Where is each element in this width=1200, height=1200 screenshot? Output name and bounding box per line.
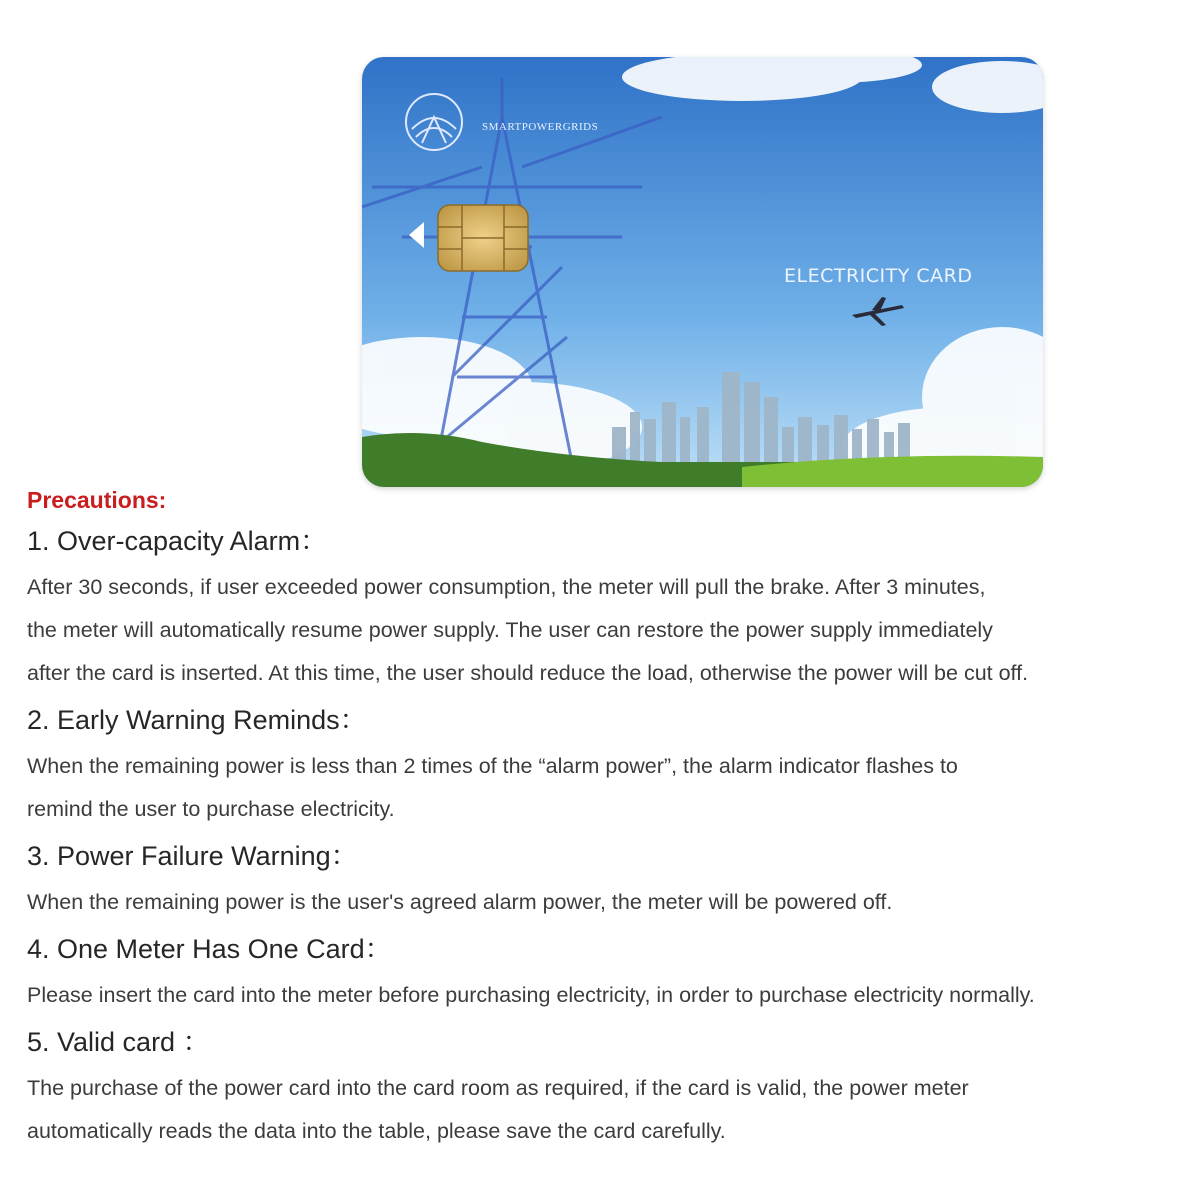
- item-text-line: After 30 seconds, if user exceeded power consumption, the meter will pull the brake. After 3 minutes,: [27, 575, 986, 599]
- item-text-line: When the remaining power is the user's agreed alarm power, the meter will be powered off.: [27, 890, 893, 914]
- electricity-card-image: [362, 57, 1043, 487]
- item-text-line: after the card is inserted. At this time, the user should reduce the load, otherwise the power will be cut off.: [27, 661, 1029, 685]
- item-heading-one-meter-one-card: 4. One Meter Has One Card：: [27, 934, 392, 964]
- item-heading-power-failure: 3. Power Failure Warning：: [27, 841, 358, 871]
- item-text-line: automatically reads the data into the table, please save the card carefully.: [27, 1119, 726, 1143]
- precautions-title: Precautions:: [27, 487, 167, 513]
- item-heading-over-capacity: 1. Over-capacity Alarm：: [27, 526, 328, 556]
- item-text-line: the meter will automatically resume power supply. The user can restore the power supply immediately: [27, 618, 993, 642]
- item-heading-valid-card: 5. Valid card ：: [27, 1027, 210, 1057]
- precautions-section: [27, 484, 1197, 1153]
- card-title: ELECTRICITY CARD: [784, 265, 973, 287]
- item-text-line: Please insert the card into the meter before purchasing electricity, in order to purchase electricity normally.: [27, 983, 1035, 1007]
- item-text-line: The purchase of the power card into the card room as required, if the card is valid, the power meter: [27, 1076, 969, 1100]
- item-text-line: remind the user to purchase electricity.: [27, 797, 395, 821]
- item-heading-early-warning: 2. Early Warning Reminds：: [27, 705, 367, 735]
- card-brand-text: SMARTPOWERGRIDS: [482, 121, 599, 133]
- item-text-line: When the remaining power is less than 2 times of the “alarm power”, the alarm indicator flashes to: [27, 754, 958, 778]
